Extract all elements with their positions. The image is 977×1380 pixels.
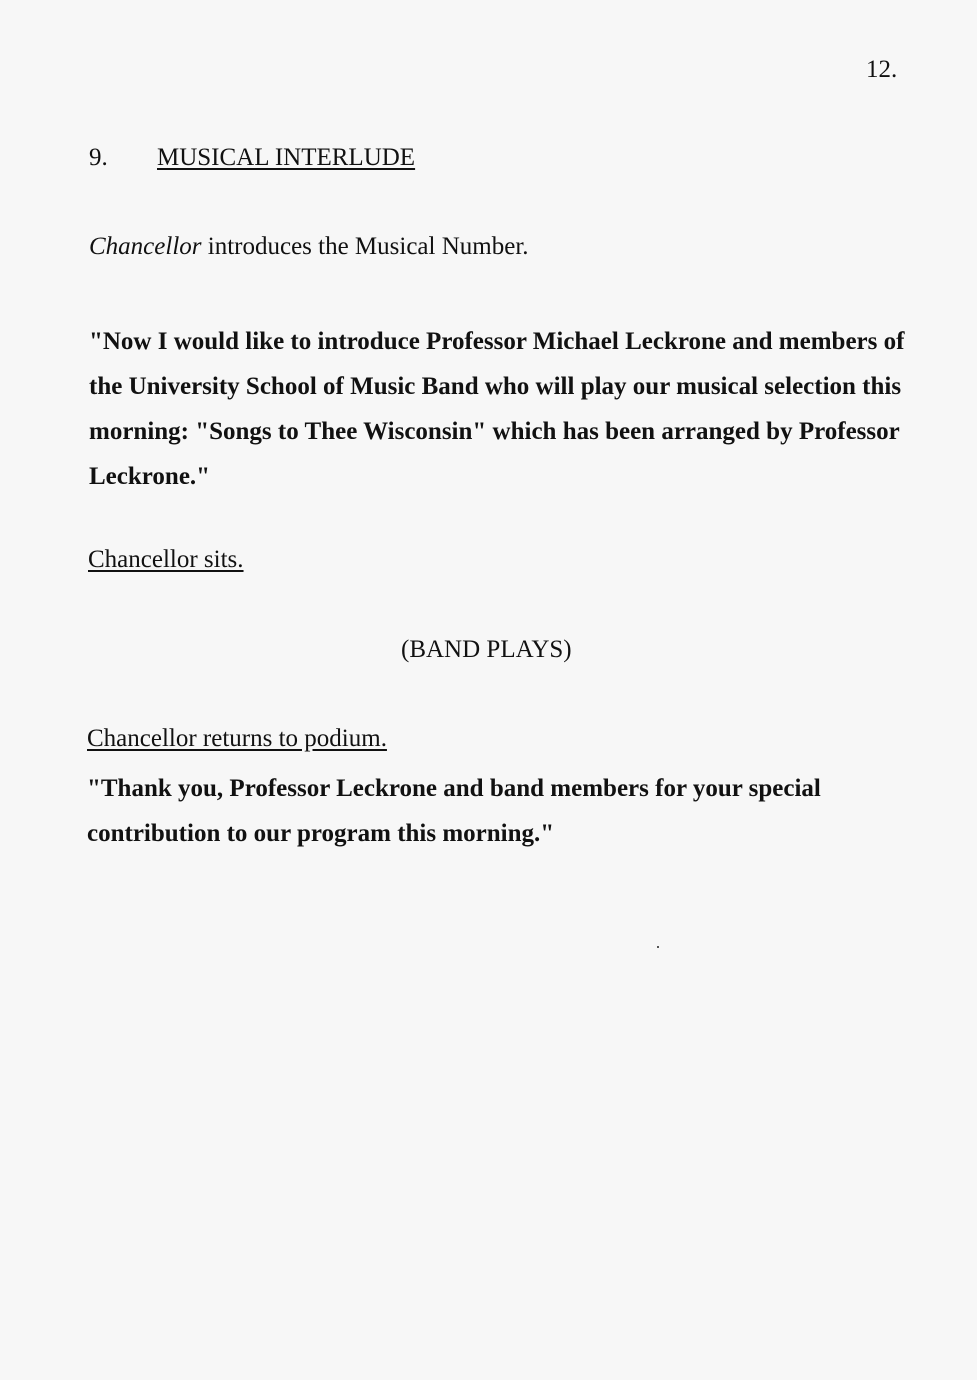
intro-text: introduces the Musical Number. [201, 233, 529, 260]
intro-line [89, 233, 529, 261]
paper-speck [657, 946, 659, 948]
section-title: MUSICAL INTERLUDE [157, 144, 416, 171]
intro-role: Chancellor [89, 233, 202, 260]
chancellor-speech-introduction: "Now I would like to introduce Professor Michael Leckrone and members of the University School of Music Band who will play our musical selection this morning: "Songs to Thee Wisconsin" which has been arranged by Professor Leckrone." [89, 328, 905, 490]
section-number: 9. [89, 144, 108, 171]
stage-direction-returns: Chancellor returns to podium. [87, 725, 387, 752]
stage-direction-sits: Chancellor sits. [88, 546, 244, 573]
section-heading [89, 144, 415, 172]
chancellor-speech-thanks: "Thank you, Professor Leckrone and band members for your special contribution to our program this morning." [87, 775, 821, 847]
band-plays-cue: (BAND PLAYS) [401, 636, 572, 663]
page-number: 12. [866, 56, 898, 83]
